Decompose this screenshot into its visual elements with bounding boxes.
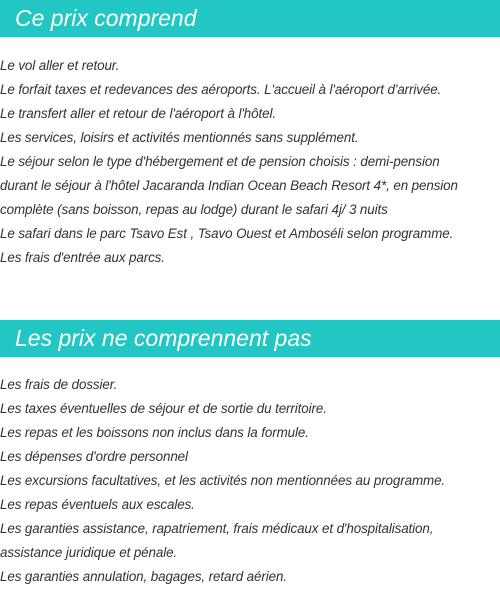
excluded-line: Les taxes éventuelles de séjour et de sortie du territoire. xyxy=(0,401,327,416)
included-line: Le forfait taxes et redevances des aéroports. L'accueil à l'aéroport d'arrivée. xyxy=(0,82,442,97)
included-line: Le safari dans le parc Tsavo Est , Tsavo Ouest et Amboséli selon programme. xyxy=(0,226,454,241)
included-line: durant le séjour à l'hôtel Jacaranda Indian Ocean Beach Resort 4*, en pension xyxy=(0,178,458,193)
excluded-line: Les garanties assistance, rapatriement, frais médicaux et d'hospitalisation, xyxy=(0,521,434,536)
included-line: Les services, loisirs et activités mentionnés sans supplément. xyxy=(0,130,359,145)
included-line: complète (sans boisson, repas au lodge) durant le safari 4j/ 3 nuits xyxy=(0,202,388,217)
included-list xyxy=(0,54,500,270)
included-line: Le transfert aller et retour de l'aéroport à l'hôtel. xyxy=(0,106,276,121)
excluded-list xyxy=(0,373,500,589)
included-section-header xyxy=(0,0,500,37)
excluded-line: Les excursions facultatives, et les activités non mentionnées au programme. xyxy=(0,473,446,488)
excluded-section-header xyxy=(0,320,500,357)
included-line: Les frais d'entrée aux parcs. xyxy=(0,250,165,265)
excluded-line: assistance juridique et pénale. xyxy=(0,545,178,560)
included-line: Le séjour selon le type d'hébergement et de pension choisis : demi-pension xyxy=(0,154,440,169)
excluded-line: Les repas et les boissons non inclus dans la formule. xyxy=(0,425,309,440)
excluded-line: Les repas éventuels aux escales. xyxy=(0,497,195,512)
excluded-section-title: Les prix ne comprennent pas xyxy=(15,325,312,351)
excluded-line: Les frais de dossier. xyxy=(0,377,118,392)
excluded-line: Les dépenses d'ordre personnel xyxy=(0,449,188,464)
included-line: Le vol aller et retour. xyxy=(0,58,120,73)
excluded-line: Les garanties annulation, bagages, retard aérien. xyxy=(0,569,287,584)
included-section-title: Ce prix comprend xyxy=(15,5,197,31)
